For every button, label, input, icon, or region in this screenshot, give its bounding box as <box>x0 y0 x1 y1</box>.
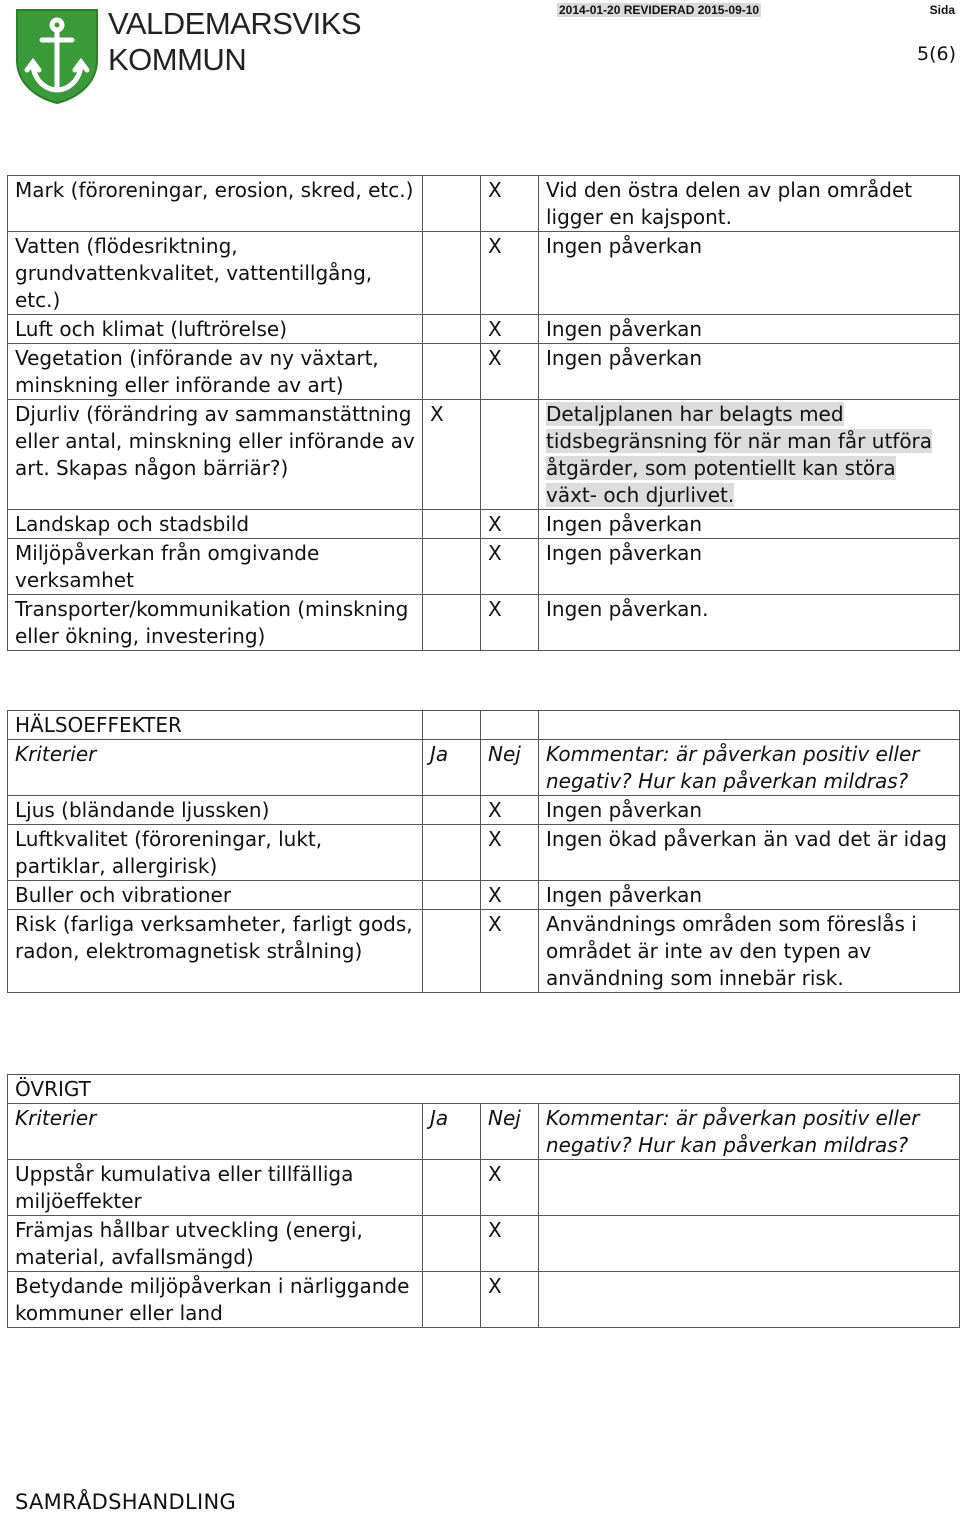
table-row <box>8 344 960 400</box>
nej-cell: X <box>481 595 539 651</box>
anchor-coat-of-arms-icon <box>15 8 99 104</box>
comment-cell: Ingen påverkan <box>539 315 960 344</box>
criteria-cell: Vegetation (införande av ny växtart, minskning eller införande av art) <box>8 344 423 400</box>
page-label: Sida <box>929 3 955 17</box>
nej-cell: X <box>481 315 539 344</box>
ja-cell <box>423 1272 481 1328</box>
table-row <box>8 1216 960 1272</box>
table-row <box>8 1272 960 1328</box>
nej-cell: X <box>481 881 539 910</box>
criteria-cell: Transporter/kommunikation (minskning eller ökning, investering) <box>8 595 423 651</box>
ja-cell <box>423 232 481 315</box>
nej-cell: X <box>481 796 539 825</box>
comment-cell: Användnings områden som föreslås i området är inte av den typen av användning som innebär risk. <box>539 910 960 993</box>
highlighted-comment: Detaljplanen har belagts med tidsbegränsning för när man får utföra åtgärder, som potentiellt kan störa växt- och djurlivet. <box>546 402 933 507</box>
column-header-ja: Ja <box>423 1104 481 1160</box>
criteria-cell: Luftkvalitet (föroreningar, lukt, partiklar, allergirisk) <box>8 825 423 881</box>
table-row <box>8 595 960 651</box>
nej-cell: X <box>481 1160 539 1216</box>
comment-cell <box>539 1272 960 1328</box>
table-row <box>8 825 960 881</box>
column-header-criteria: Kriterier <box>8 1104 423 1160</box>
environment-impact-table <box>7 175 960 651</box>
municipality-logo <box>15 8 99 104</box>
empty-cell <box>539 711 960 740</box>
criteria-cell: Luft och klimat (luftrörelse) <box>8 315 423 344</box>
nej-cell: X <box>481 510 539 539</box>
table-row <box>8 510 960 539</box>
criteria-cell: Främjas hållbar utveckling (energi, material, avfallsmängd) <box>8 1216 423 1272</box>
section-title-row <box>8 1075 960 1104</box>
nej-cell: X <box>481 1216 539 1272</box>
table-row <box>8 1160 960 1216</box>
ja-cell <box>423 315 481 344</box>
ja-cell <box>423 910 481 993</box>
section-title-row <box>8 711 960 740</box>
comment-cell: Ingen påverkan <box>539 796 960 825</box>
criteria-cell: Buller och vibrationer <box>8 881 423 910</box>
nej-cell: X <box>481 539 539 595</box>
table-row <box>8 176 960 232</box>
comment-cell <box>539 1160 960 1216</box>
comment-cell: Ingen påverkan <box>539 510 960 539</box>
comment-cell: Ingen påverkan. <box>539 595 960 651</box>
criteria-cell: Miljöpåverkan från omgivande verksamhet <box>8 539 423 595</box>
nej-cell: X <box>481 910 539 993</box>
nej-cell: X <box>481 825 539 881</box>
ja-cell <box>423 796 481 825</box>
ja-cell <box>423 1160 481 1216</box>
nej-cell: X <box>481 232 539 315</box>
column-header-comment: Kommentar: är påverkan positiv eller negativ? Hur kan påverkan mildras? <box>539 740 960 796</box>
comment-cell: Ingen påverkan <box>539 344 960 400</box>
comment-cell <box>539 1216 960 1272</box>
empty-cell <box>423 711 481 740</box>
revision-date: 2014-01-20 REVIDERAD 2015-09-10 <box>559 3 760 17</box>
nej-cell: X <box>481 1272 539 1328</box>
comment-cell: Ingen påverkan <box>539 881 960 910</box>
criteria-cell: Landskap och stadsbild <box>8 510 423 539</box>
criteria-cell: Djurliv (förändring av sammanstättning eller antal, minskning eller införande av art. Skapas någon bärriär?) <box>8 400 423 510</box>
ja-cell <box>423 595 481 651</box>
ja-cell <box>423 1216 481 1272</box>
table-row <box>8 539 960 595</box>
document-status-label: SAMRÅDSHANDLING <box>15 1490 237 1514</box>
comment-cell: Vid den östra delen av plan området ligger en kajspont. <box>539 176 960 232</box>
table-row <box>8 910 960 993</box>
municipality-name-line1: VALDEMARSVIKS <box>108 6 362 41</box>
criteria-cell: Ljus (bländande ljussken) <box>8 796 423 825</box>
ja-cell <box>423 176 481 232</box>
page-number: 5(6) <box>916 43 956 65</box>
table-row <box>8 400 960 510</box>
ja-cell <box>423 825 481 881</box>
ja-cell <box>423 344 481 400</box>
column-header-nej: Nej <box>481 740 539 796</box>
ja-cell: X <box>423 400 481 510</box>
empty-cell <box>481 711 539 740</box>
criteria-cell: Uppstår kumulativa eller tillfälliga miljöeffekter <box>8 1160 423 1216</box>
table-row <box>8 796 960 825</box>
criteria-cell: Vatten (flödesriktning, grundvattenkvalitet, vattentillgång, etc.) <box>8 232 423 315</box>
municipality-name <box>108 6 361 78</box>
comment-cell: Ingen påverkan <box>539 539 960 595</box>
ja-cell <box>423 510 481 539</box>
other-effects-table <box>7 1074 960 1328</box>
ja-cell <box>423 539 481 595</box>
table-row <box>8 315 960 344</box>
criteria-cell: Betydande miljöpåverkan i närliggande kommuner eller land <box>8 1272 423 1328</box>
nej-cell <box>481 400 539 510</box>
criteria-cell: Risk (farliga verksamheter, farligt gods, radon, elektromagnetisk strålning) <box>8 910 423 993</box>
ja-cell <box>423 881 481 910</box>
section-title: ÖVRIGT <box>8 1075 960 1104</box>
column-header-comment: Kommentar: är påverkan positiv eller negativ? Hur kan påverkan mildras? <box>539 1104 960 1160</box>
table-row <box>8 881 960 910</box>
column-header-nej: Nej <box>481 1104 539 1160</box>
criteria-cell: Mark (föroreningar, erosion, skred, etc.) <box>8 176 423 232</box>
municipality-name-line2: KOMMUN <box>108 42 247 77</box>
column-header-row <box>8 1104 960 1160</box>
health-effects-table <box>7 710 960 993</box>
nej-cell: X <box>481 344 539 400</box>
table-row <box>8 232 960 315</box>
column-header-row <box>8 740 960 796</box>
nej-cell: X <box>481 176 539 232</box>
comment-cell: Ingen ökad påverkan än vad det är idag <box>539 825 960 881</box>
comment-cell <box>539 400 960 510</box>
column-header-criteria: Kriterier <box>8 740 423 796</box>
column-header-ja: Ja <box>423 740 481 796</box>
section-title: HÄLSOEFFEKTER <box>8 711 423 740</box>
comment-cell: Ingen påverkan <box>539 232 960 315</box>
